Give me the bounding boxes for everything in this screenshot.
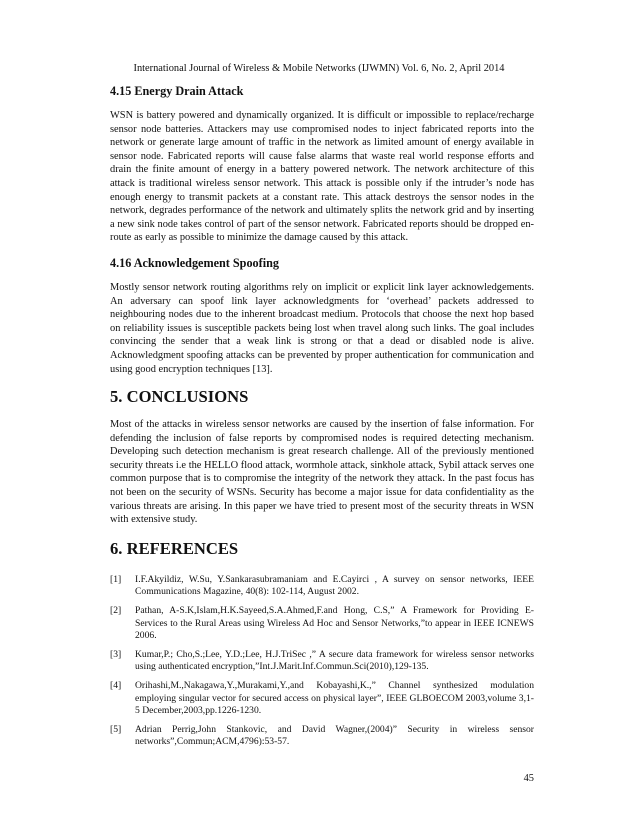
section-heading-references: 6. REFERENCES xyxy=(110,538,239,558)
reference-item xyxy=(110,649,534,674)
reference-number: [4] xyxy=(110,680,122,692)
reference-number: [3] xyxy=(110,648,122,660)
running-header: International Journal of Wireless & Mobile Networks (IJWMN) Vol. 6, No. 2, April 2014 xyxy=(133,63,505,74)
section-heading-energy-drain: 4.15 Energy Drain Attack xyxy=(110,84,244,98)
reference-number: [5] xyxy=(110,723,122,735)
reference-item xyxy=(110,724,534,749)
reference-number: [2] xyxy=(110,605,122,617)
reference-text: Pathan, A-S.K,Islam,H.K.Sayeed,S.A.Ahmed,F.and Hong, C.S,” A Framework for Providing E-Services to the Rural Areas using Wireless Ad Hoc and Sensor Networks,”to appear in IEEE ICNEWS 2006. xyxy=(135,605,534,641)
section-body-energy-drain: WSN is battery powered and dynamically organized. It is difficult or impossible to replace/recharge sensor node batteries. Attackers may use compromised nodes to inject fabricated reports into the network or generate large amount of traffic in the network as limited amount of energy available in sensor node. Fabricated reports will cause false alarms that waste real world response efforts and drain the finite amount of energy in a battery powered network. The network architecture of this attack is traditional wireless sensor network. This attack is possible only if the intruder’s node has enough energy to transmit packets at a constant rate. This attack destroys the sensor nodes in the network, degrades performance of the network and ultimately splits the network grid and by inserting a new sink node takes control of part of the sensor network. Fabricated reports should be dropped en-route as early as possible to minimize the damage caused by this attack. xyxy=(110,110,534,244)
section-body-conclusions: Most of the attacks in wireless sensor networks are caused by the insertion of false information. For defending the inclusion of false reports by compromised nodes is required detecting mechanism. Developing such detection mechanism is great research challenge. All of the previously mentioned security threats i.e the HELLO flood attack, wormhole attack, sinkhole attack, Sybil attack serves one common purpose that is to compromise the integrity of the network they attack. In the past focus has not been on the security of WSNs. Security has become a major issue for data confidentiality as the various threats are arising. In this paper we have tried to present most of the security threats in WSN with extensive study. xyxy=(110,419,534,526)
section-heading-ack-spoofing: 4.16 Acknowledgement Spoofing xyxy=(110,255,279,270)
page-content xyxy=(110,84,534,765)
reference-item xyxy=(110,574,534,599)
section-heading-conclusions: 5. CONCLUSIONS xyxy=(110,387,249,407)
reference-text: Kumar,P.; Cho,S.;Lee, Y.D.;Lee, H.J.TriSec ,” A secure data framework for wireless sensor networks using authenticated encryption,”Int.J.Marit.Inf.Commun.Sci(2010),129-135. xyxy=(135,648,534,673)
reference-number: [1] xyxy=(110,573,122,585)
reference-item xyxy=(110,680,534,717)
reference-text: I.F.Akyildiz, W.Su, Y.Sankarasubramaniam and E.Cayirci , A survey on sensor networks, IEEE Communications Magazine, 40(8): 102-114, August 2002. xyxy=(135,573,534,598)
page-number: 45 xyxy=(523,773,534,784)
reference-text: Adrian Perrig,John Stankovic, and David Wagner,(2004)” Security in wireless sensor networks”,Commun;ACM,4796):53-57. xyxy=(135,723,534,748)
reference-list xyxy=(110,574,534,749)
section-body-ack-spoofing: Mostly sensor network routing algorithms rely on implicit or explicit link layer acknowledgements. An adversary can spoof link layer acknowledgments for ‘overhead’ packets addressed to neighbouring nodes due to the inherent broadcast medium. Protocols that choose the next hop based on reliability issues is susceptible packets being lost when travel along such links. The goal includes convincing the sender that a weak link is strong or that a dead or disabled node is alive. Acknowledgment spoofing attacks can be prevented by proper authentication for communication and using good encryption techniques [13]. xyxy=(110,281,534,375)
reference-item xyxy=(110,605,534,642)
reference-text: Orihashi,M.,Nakagawa,Y.,Murakami,Y.,and Kobayashi,K.,” Channel synthesized modulation employing singular vector for secured access on physical layer”, IEEE GLBOECOM 2003,volume 3,1-5 December,2003,pp.1226-1230. xyxy=(135,680,534,716)
